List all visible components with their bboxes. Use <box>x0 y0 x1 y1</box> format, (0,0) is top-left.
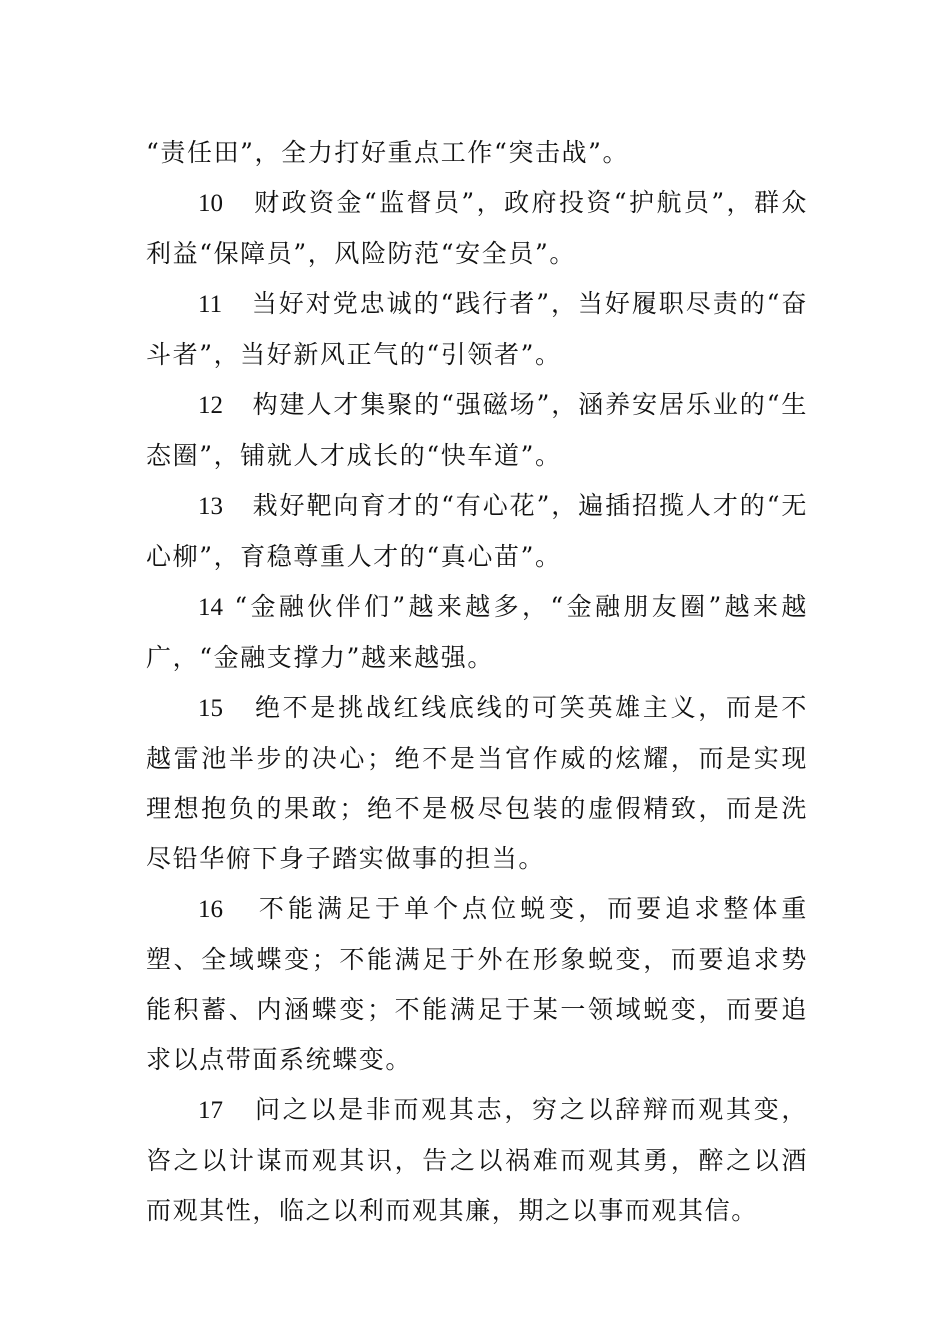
paragraph-text: 栽好靶向育才的“有心花”，遍插招揽人才的“无心柳”，育稳尊重人才的“真心苗”。 <box>146 491 809 571</box>
paragraph-text: 不能满足于单个点位蜕变，而要追求整体重塑、全域蝶变；不能满足于外在形象蜕变，而要追求势能积蓄、内涵蝶变；不能满足于某一领域蜕变，而要追求以点带面系统蝶变。 <box>146 894 808 1074</box>
paragraph-12 <box>146 380 808 481</box>
paragraph-14 <box>146 582 808 683</box>
paragraph-text: 构建人才集聚的“强磁场”，涵养安居乐业的“生态圈”，铺就人才成长的“快车道”。 <box>146 390 809 470</box>
paragraph-17 <box>146 1085 808 1236</box>
paragraph-text: 当好对党忠诚的“践行者”，当好履职尽责的“奋斗者”，当好新风正气的“引领者”。 <box>146 289 808 369</box>
paragraph-10 <box>146 178 808 279</box>
paragraph-16 <box>146 884 808 1085</box>
paragraph-number: 15 <box>198 695 223 722</box>
paragraph-15 <box>146 683 808 884</box>
paragraph-text: “金融伙伴们”越来越多，“金融朋友圈”越来越广，“金融支撑力”越来越强。 <box>146 592 808 672</box>
paragraph-continuation <box>146 128 808 178</box>
paragraph-text: 问之以是非而观其志，穷之以辞辩而观其变，咨之以计谋而观其识，告之以祸难而观其勇，醉之以酒而观其性，临之以利而观其廉，期之以事而观其信。 <box>146 1095 808 1225</box>
paragraph-13 <box>146 481 808 582</box>
paragraph-number: 10 <box>198 190 223 217</box>
document-body <box>146 128 808 1236</box>
paragraph-11 <box>146 279 808 380</box>
paragraph-number: 13 <box>198 493 223 520</box>
paragraph-text: 绝不是挑战红线底线的可笑英雄主义，而是不越雷池半步的决心；绝不是当官作威的炫耀，而是实现理想抱负的果敢；绝不是极尽包装的虚假精致，而是洗尽铅华俯下身子踏实做事的担当。 <box>146 693 808 873</box>
paragraph-number: 12 <box>198 392 223 419</box>
paragraph-number: 16 <box>198 896 223 923</box>
paragraph-number: 17 <box>198 1097 223 1124</box>
paragraph-number: 14 <box>198 594 223 621</box>
paragraph-number: 11 <box>198 291 223 318</box>
paragraph-text: 财政资金“监督员”，政府投资“护航员”，群众利益“保障员”，风险防范“安全员”。 <box>146 188 809 268</box>
paragraph-text: “责任田”，全力打好重点工作“突击战”。 <box>146 138 630 167</box>
